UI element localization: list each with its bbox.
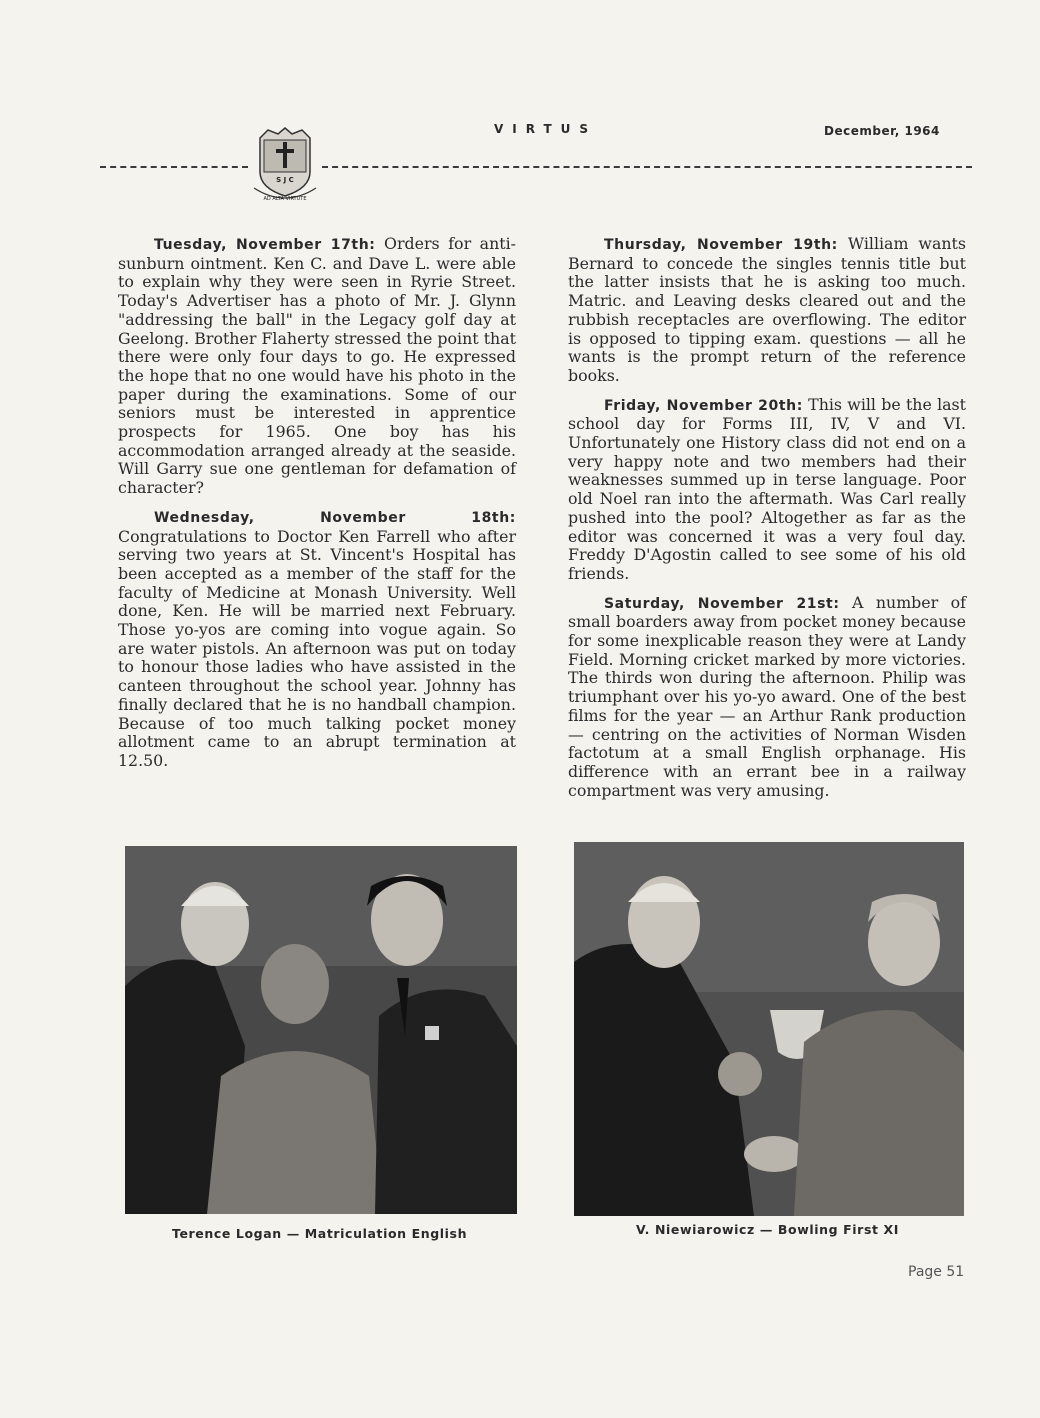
diary-entry-thursday [568, 235, 966, 386]
diary-entry-saturday [568, 594, 966, 801]
diary-entry-wednesday [118, 508, 516, 771]
page-header-date: December, 1964 [824, 124, 940, 138]
entry-heading: Tuesday, November 17th: [154, 237, 376, 253]
header-rule-left [100, 166, 248, 168]
page-header-title: VIRTUS [494, 122, 598, 136]
school-crest-logo [250, 124, 320, 204]
entry-text: William wants Bernard to concede the singles tennis title but the latter insists that he is asking too much. Matric. and Leaving desks cleared out and the rubbish receptacles are overflowing. The editor is opposed to tipping exam. questions — all he wants is the prompt return of the reference books. [568, 234, 966, 385]
crest-motto: AD ALTA VIRTUTE [263, 196, 307, 202]
right-text-column [568, 235, 966, 810]
photo-terence-logan [125, 846, 517, 1214]
photo-caption: V. Niewiarowicz — Bowling First XI [636, 1222, 900, 1237]
entry-text: A number of small boarders away from pocket money because for some inexplicable reason they were at Landy Field. Morning cricket marked by more victories. The thirds won during the afternoon. Philip was triumphant over his yo-yo award. One of the best films for the year — an Arthur Rank production — centring on the activities of Norman Wisden factotum at a small English orphanage. His difference with an errant bee in a railway compartment was very amusing. [568, 592, 966, 800]
entry-text: Congratulations to Doctor Ken Farrell who after serving two years at St. Vincent's Hospital has been accepted as a member of the staff for the faculty of Medicine at Monash University. Well done, Ken. He will be married next February. Those yo-yos are coming into vogue again. So are water pistols. An afternoon was put on today to honour those ladies who have assisted in the canteen throughout the school year. Johnny has finally declared that he is no handball champion. Because of too much talking pocket money allotment came to an abrupt termination at 12.50. [118, 526, 516, 770]
page-number: Page 51 [908, 1264, 965, 1280]
diary-entry-friday [568, 396, 966, 584]
entry-heading: Thursday, November 19th: [604, 237, 838, 253]
diary-entry-tuesday [118, 235, 516, 498]
entry-heading: Wednesday, November 18th: [154, 509, 516, 526]
photo-caption: Terence Logan — Matriculation English [172, 1226, 468, 1241]
entry-heading: Saturday, November 21st: [604, 595, 840, 612]
photo-niewiarowicz [574, 842, 964, 1216]
entry-text: This will be the last school day for Forms III, IV, V and VI. Unfortunately one History class did not end on a very happy note and two members had their weaknesses summed up in terse language. Poor old Noel ran into the aftermath. Was Carl really pushed into the pool? Altogether as far as the editor was concerned it was a very foul day. Freddy D'Agostin called to see some of his old friends. [568, 394, 967, 583]
header-rule-right [322, 166, 972, 168]
left-text-column [118, 235, 516, 781]
crest-initials: S J C [276, 176, 294, 184]
entry-text: Orders for anti-sunburn ointment. Ken C. and Dave L. were able to explain why they were seen in Ryrie Street. Today's Advertiser has a photo of Mr. J. Glynn "addressing the ball" in the Legacy golf day at Geelong. Brother Flaherty stressed the point that there were only four days to go. He expressed the hope that no one would have his photo in the paper during the examinations. Some of our seniors must be interested in apprentice prospects for 1965. One boy has his accommodation arranged already at the seaside. Will Garry sue one gentleman for defamation of character? [118, 234, 516, 498]
entry-heading: Friday, November 20th: [604, 397, 803, 414]
